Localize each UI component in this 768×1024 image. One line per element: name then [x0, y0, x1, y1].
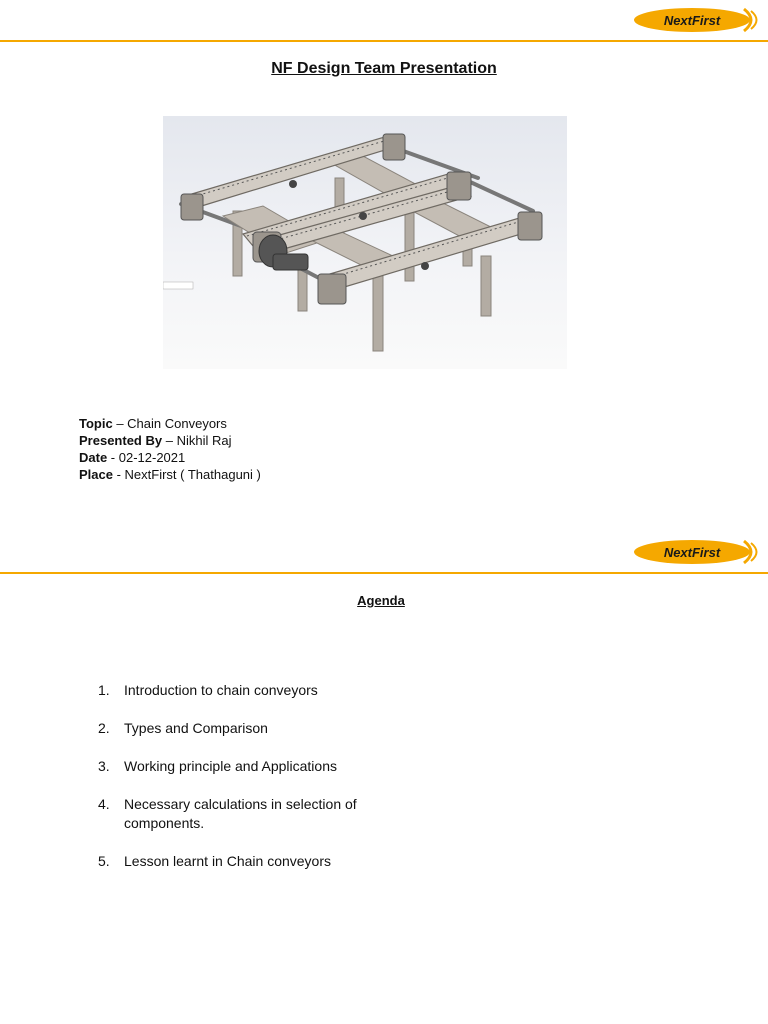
- meta-row-date: Date - 02-12-2021: [79, 450, 186, 465]
- meta-row-topic: Topic – Chain Conveyors: [79, 416, 227, 431]
- presentation-details: [79, 415, 261, 483]
- agenda-list: [98, 681, 428, 890]
- conveyor-render-image: [163, 116, 567, 369]
- presentation-title: NF Design Team Presentation: [271, 60, 497, 77]
- svg-text:NextFirst: NextFirst: [663, 545, 721, 560]
- nextfirst-logo: [632, 6, 762, 34]
- list-item: 5. Lesson learnt in Chain conveyors: [98, 853, 332, 869]
- list-item: 4. Necessary calculations in selection of components.: [98, 796, 357, 831]
- list-item: 2. Types and Comparison: [98, 720, 268, 736]
- meta-row-presenter: Presented By – Nikhil Raj: [79, 433, 232, 448]
- list-item: 3. Working principle and Applications: [98, 758, 337, 774]
- header-divider: [0, 572, 768, 574]
- meta-row-place: Place - NextFirst ( Thathaguni ): [79, 467, 261, 482]
- nextfirst-logo: [632, 538, 762, 566]
- list-item: 1. Introduction to chain conveyors: [98, 682, 318, 698]
- svg-text:NextFirst: NextFirst: [663, 13, 721, 28]
- header-divider: [0, 40, 768, 42]
- agenda-heading: Agenda: [357, 593, 405, 608]
- slide-agenda: [0, 530, 768, 1024]
